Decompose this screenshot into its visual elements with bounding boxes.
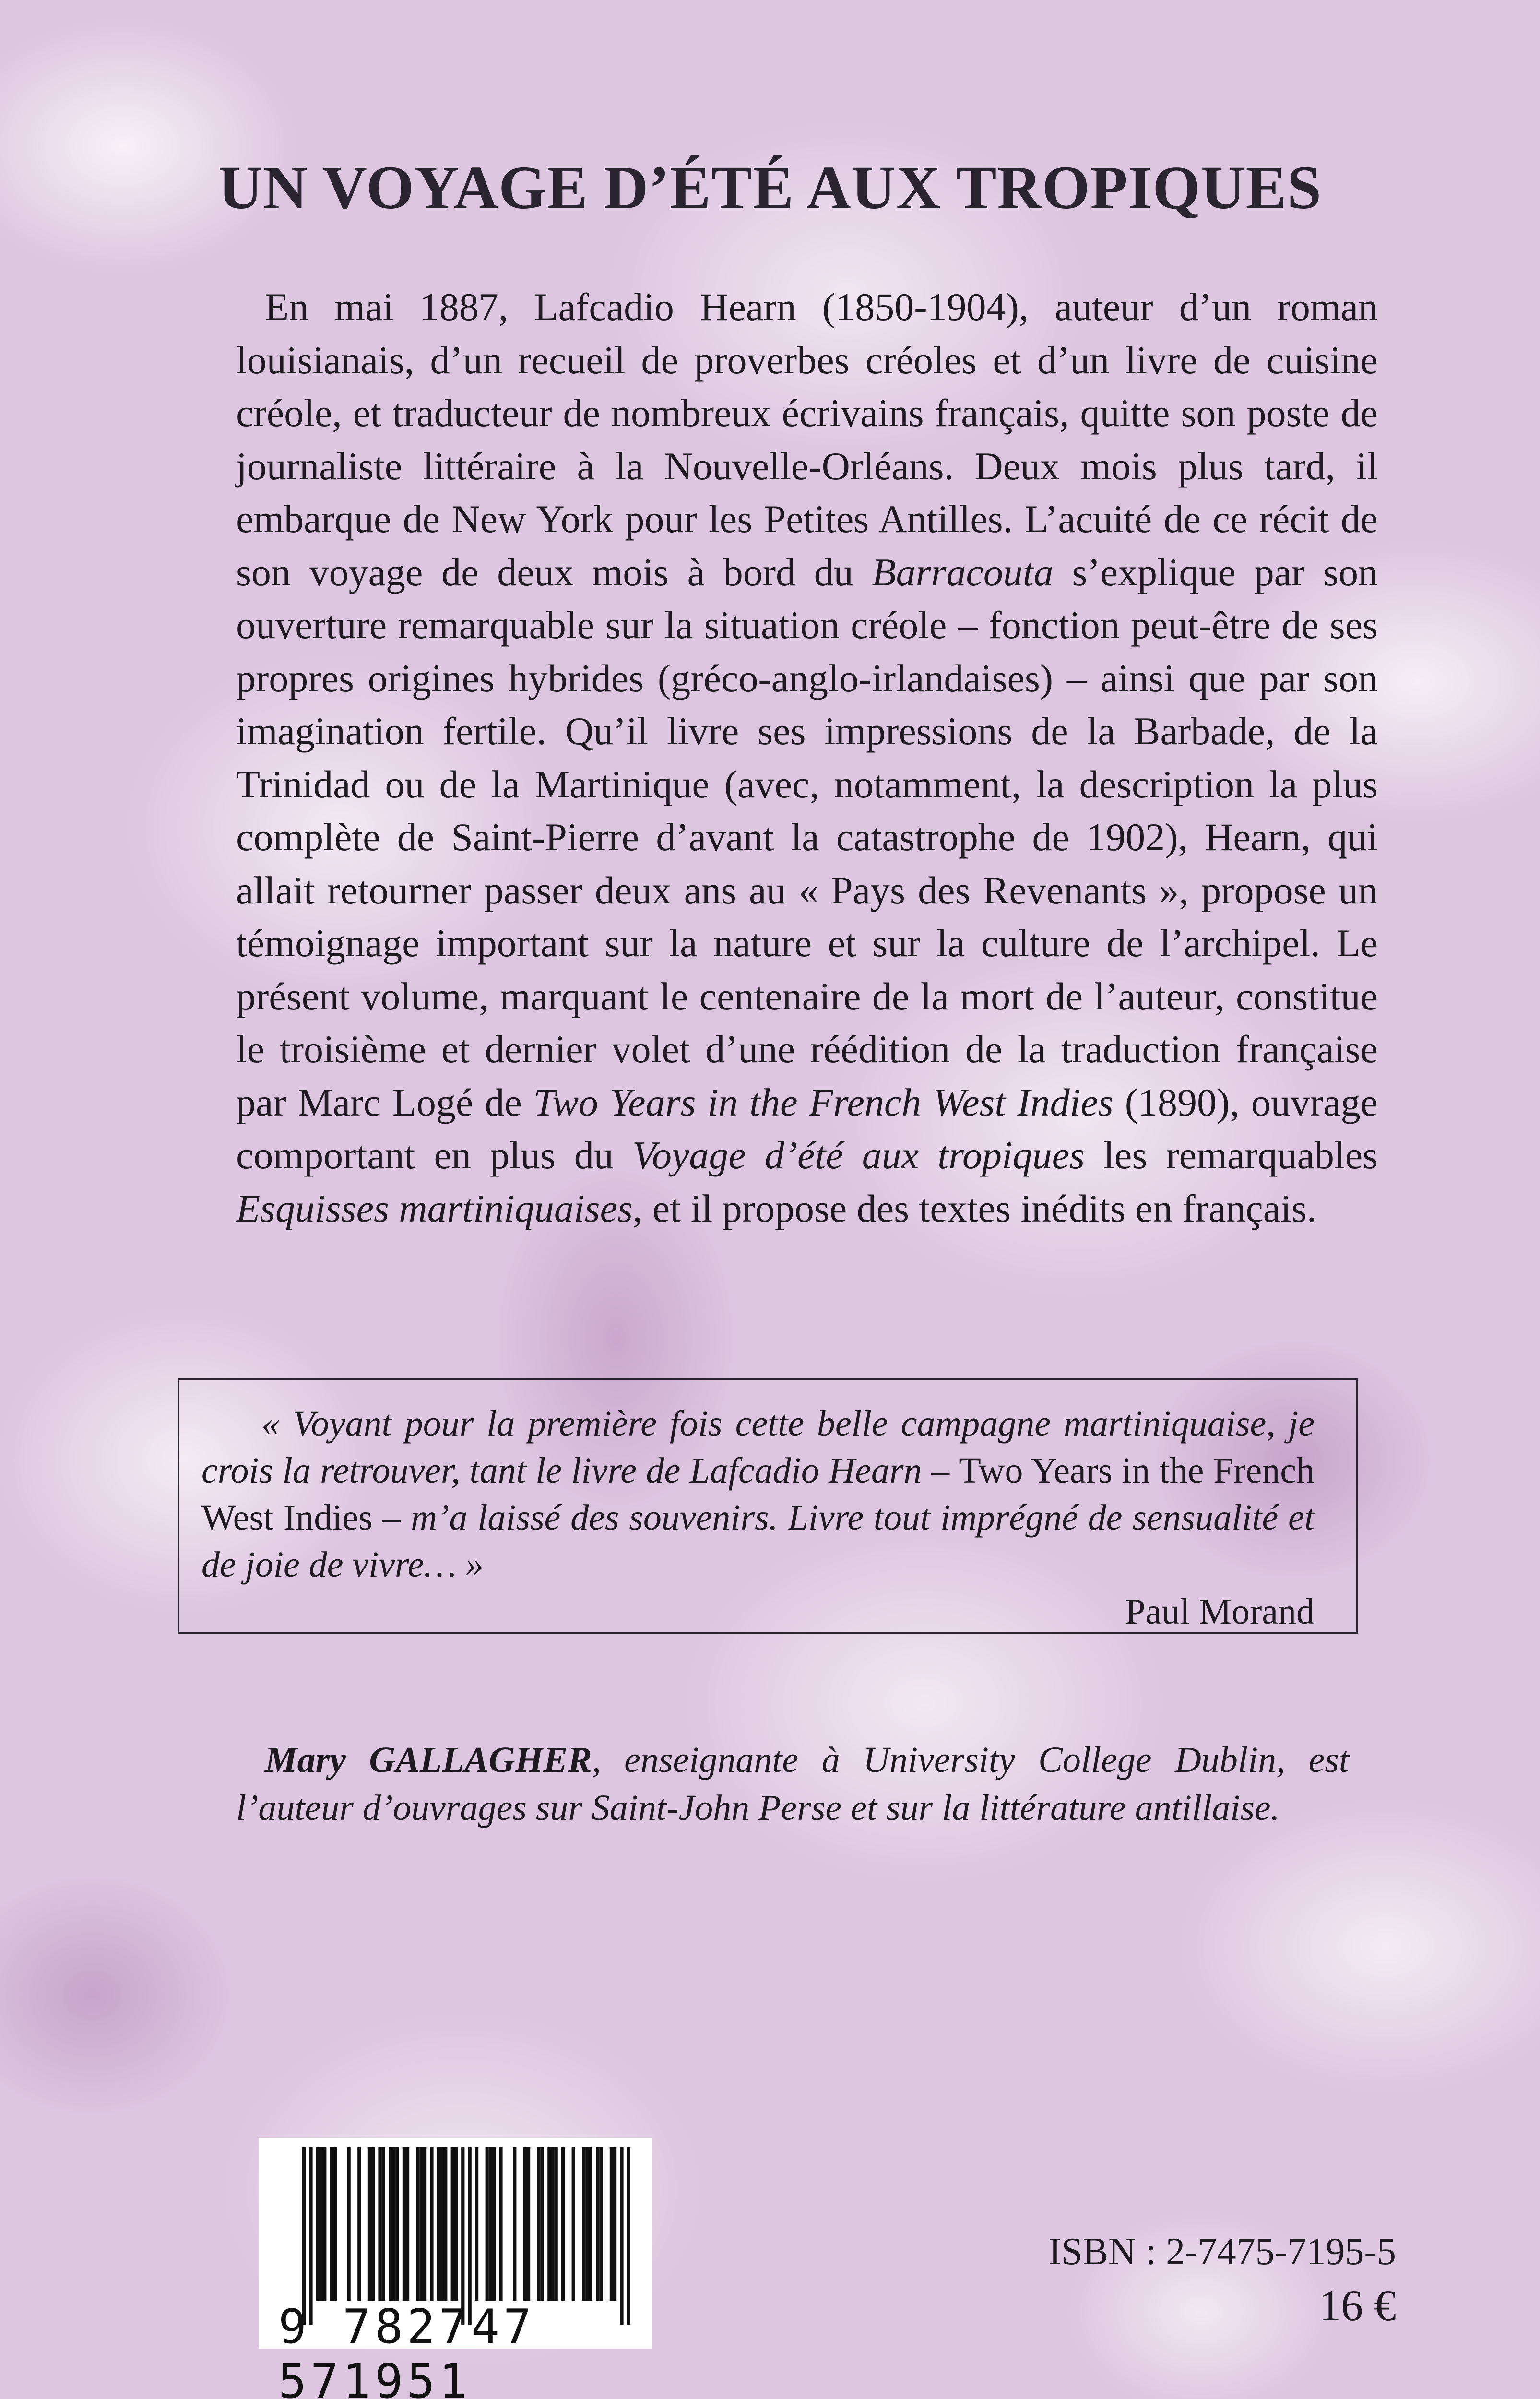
blurb-text-2: s’explique par son ouverture remarquable sur la situation créole – fonction peut-être de ses propres origines hybrides (gréco-anglo-irlandaises) – ainsi que par son imagination fertile. Qu’il livre ses impressions de la Barbade, de la Trinidad ou de la Martinique (avec, notamment, la description la plus complète de Saint-Pierre d’avant la catastrophe de 1902), Hearn, qui allait retourner passer deux ans au « Pays des Revenants », propose un témoignage important sur la nature et sur la culture de l’archipel. Le présent volume, marquant le centenaire de la mort de l’auteur, constitue le troisième et dernier volet d’une réédition de la traduction française par Marc Logé de: [236, 550, 1378, 1124]
barcode-bar: [420, 2147, 423, 2301]
quote-part-2: – m’a laissé des souvenirs. Livre tout imprégné de sensualité et de joie de vivre… »: [201, 1497, 1315, 1585]
barcode-bar: [302, 2147, 306, 2325]
barcode-bar: [347, 2147, 351, 2301]
original-title: Two Years in the French West Indies: [533, 1080, 1114, 1124]
author-bio: [236, 1736, 1349, 1832]
barcode-bar: [454, 2147, 458, 2301]
blurb-text-1: En mai 1887, Lafcadio Hearn (1850-1904), auteur d’un roman louisianais, d’un recueil de proverbes créoles et d’un livre de cuisine créole, et traducteur de nombreux écrivains français, quitte son poste de journaliste littéraire à la Nouvelle-Orléans. Deux mois plus tard, il embarque de New York pour les Petites Antilles. L’acuité de ce récit de son voyage de deux mois à bord du: [236, 285, 1378, 594]
barcode-bar: [551, 2147, 554, 2301]
barcode-bar: [357, 2147, 361, 2301]
blurb-paragraph: [236, 281, 1378, 1235]
barcode-bar: [627, 2147, 630, 2325]
barcode-bar: [333, 2147, 337, 2301]
quote-box: [178, 1378, 1358, 1634]
barcode-bar: [437, 2147, 440, 2301]
barcode-bar: [389, 2147, 392, 2301]
barcode-bar: [499, 2147, 502, 2301]
barcode-bar: [547, 2147, 551, 2301]
barcode: [259, 2138, 652, 2399]
barcode-bar: [444, 2147, 447, 2301]
barcode-bar: [323, 2147, 326, 2301]
barcode-bar: [406, 2147, 409, 2301]
barcode-bar: [582, 2147, 585, 2301]
barcode-digits: 9 782747 571951: [278, 2300, 536, 2399]
barcode-bar: [589, 2147, 592, 2301]
barcode-bar: [492, 2147, 496, 2301]
barcode-bar: [416, 2147, 420, 2301]
barcode-bar: [599, 2147, 603, 2301]
barcode-bar: [403, 2147, 406, 2301]
barcode-bar: [392, 2147, 395, 2301]
barcode-bar: [572, 2147, 575, 2301]
barcode-bar: [537, 2147, 541, 2301]
quote-text: [201, 1400, 1315, 1588]
barcode-bar: [561, 2147, 565, 2301]
barcode-bar: [468, 2147, 472, 2325]
barcode-bar: [320, 2147, 323, 2301]
bio-text: , enseignante à University College Dublin, est l’auteur d’ouvrages sur Saint-John Perse et sur la littérature antillaise.: [236, 1740, 1349, 1828]
barcode-bar: [486, 2147, 489, 2301]
barcode-bar: [523, 2147, 527, 2301]
barcode-bar: [378, 2147, 381, 2301]
blurb-text-4: les remarquables: [1085, 1133, 1378, 1177]
barcode-bar: [371, 2147, 375, 2301]
barcode-bar: [513, 2147, 516, 2301]
barcode-bar: [395, 2147, 399, 2301]
blurb-text-3: (1890), ouvrage comportant en plus du: [236, 1080, 1378, 1177]
barcode-bar: [613, 2147, 616, 2301]
isbn: ISBN : 2-7475-7195-5: [1048, 2231, 1396, 2273]
voyage-title: Voyage d’été aux tropiques: [632, 1133, 1085, 1177]
barcode-bar: [541, 2147, 544, 2301]
barcode-bar: [330, 2147, 333, 2301]
barcode-bar: [620, 2147, 623, 2325]
barcode-bar: [368, 2147, 371, 2301]
barcode-bar: [475, 2147, 478, 2301]
barcode-bar: [423, 2147, 426, 2301]
barcode-bar: [451, 2147, 454, 2301]
barcode-bar: [430, 2147, 433, 2301]
barcode-bar: [527, 2147, 530, 2301]
quote-author: Paul Morand: [1125, 1591, 1315, 1632]
barcode-bar: [309, 2147, 312, 2325]
quote-part-1: « Voyant pour la première fois cette belle campagne martiniquaise, je crois la retrouver, tant le livre de Lafcadio Hearn –: [201, 1403, 1315, 1491]
barcode-bar: [440, 2147, 444, 2301]
price: 16 €: [1319, 2281, 1396, 2330]
ship-name: Barracouta: [872, 550, 1054, 594]
author-name: Mary GALLAGHER: [265, 1740, 592, 1780]
barcode-bar: [610, 2147, 613, 2301]
quote-book-title: Two Years in the French West Indies: [201, 1450, 1315, 1538]
barcode-bar: [555, 2147, 558, 2301]
barcode-bar: [316, 2147, 320, 2301]
barcode-bar: [585, 2147, 589, 2301]
book-title: UN VOYAGE D’ÉTÉ AUX TROPIQUES: [218, 154, 1322, 222]
barcode-bar: [596, 2147, 599, 2301]
esquisses-title: Esquisses martiniquaises: [236, 1186, 633, 1230]
barcode-bar: [461, 2147, 464, 2325]
barcode-bar: [382, 2147, 385, 2301]
barcode-bar: [489, 2147, 492, 2301]
blurb-text-5: , et il propose des textes inédits en français.: [632, 1186, 1317, 1230]
